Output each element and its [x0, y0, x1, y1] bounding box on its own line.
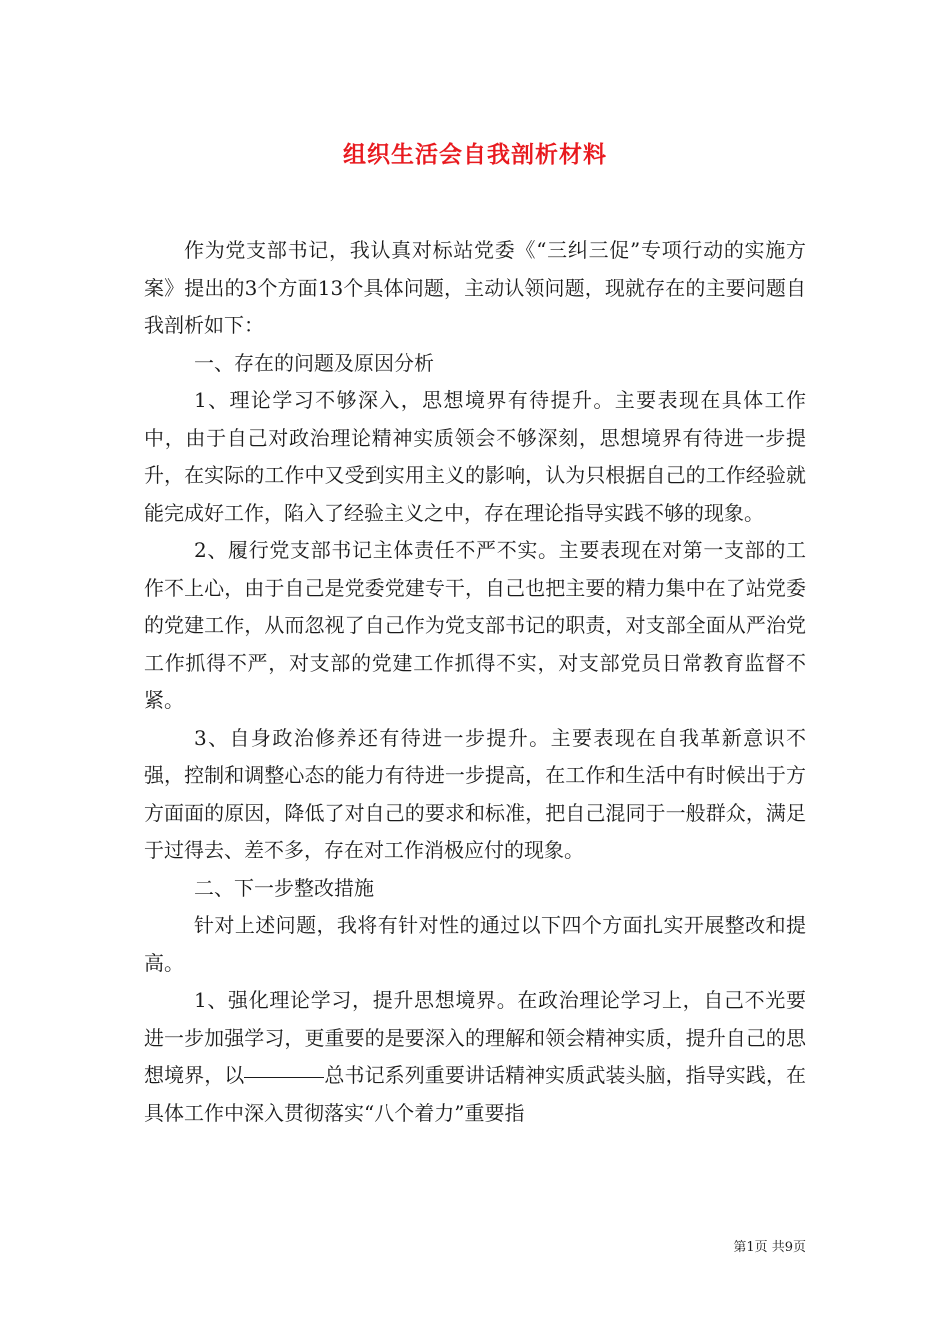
intro-paragraph: 作为党支部书记，我认真对标站党委《“三纠三促”专项行动的实施方案》提出的3个方面13个具体问题，主动认领问题，现就存在的主要问题自我剖析如下： — [144, 238, 806, 337]
problem-paragraph-2: 2、履行党支部书记主体责任不严不实。主要表现在对第一支部的工作不上心，由于自己是党委党建专干，自己也把主要的精力集中在了站党委的党建工作，从而忽视了自己作为党支部书记的职责，对支部全面从严治党工作抓得不严，对支部的党建工作抓得不实，对支部党员日常教育监督不紧。 — [144, 538, 806, 712]
measure-1-text-before-blank: 1、强化理论学习，提升思想境界。在政治理论学习上，自己不光要进一步加强学习，更重要的是要深入的理解和领会精神实质，提升自己的思想境界，以 — [144, 988, 806, 1087]
measure-1-text-after-blank: 总书记系列重要讲话精神实质武装头脑，指导实践，在具体工作中深入贯彻落实“八个着力”重要指 — [144, 1063, 807, 1125]
problem-paragraph-3: 3、自身政治修养还有待进一步提升。主要表现在自我革新意识不强，控制和调整心态的能力有待进一步提高，在工作和生活中有时候出于方方面面的原因，降低了对自己的要求和标准，把自己混同于一般群众，满足于过得去、差不多，存在对工作消极应付的现象。 — [144, 725, 806, 862]
section-heading-problems: 一、存在的问题及原因分析 — [194, 350, 434, 375]
document-title: 组织生活会自我剖析材料 — [343, 142, 607, 168]
page-number-footer: 第1页 共9页 — [733, 1240, 806, 1255]
fill-in-blank — [244, 1076, 324, 1078]
problem-paragraph-1: 1、理论学习不够深入，思想境界有待提升。主要表现在具体工作中，由于自己对政治理论精神实质领会不够深刻，思想境界有待进一步提升，在实际的工作中又受到实用主义的影响，认为只根据自己的工作经验就能完成好工作，陷入了经验主义之中，存在理论指导实践不够的现象。 — [144, 388, 806, 525]
document-body — [144, 232, 806, 1132]
measures-intro-paragraph: 针对上述问题，我将有针对性的通过以下四个方面扎实开展整改和提高。 — [144, 913, 806, 975]
measure-paragraph-1 — [144, 982, 806, 1132]
section-heading-measures: 二、下一步整改措施 — [194, 875, 374, 900]
